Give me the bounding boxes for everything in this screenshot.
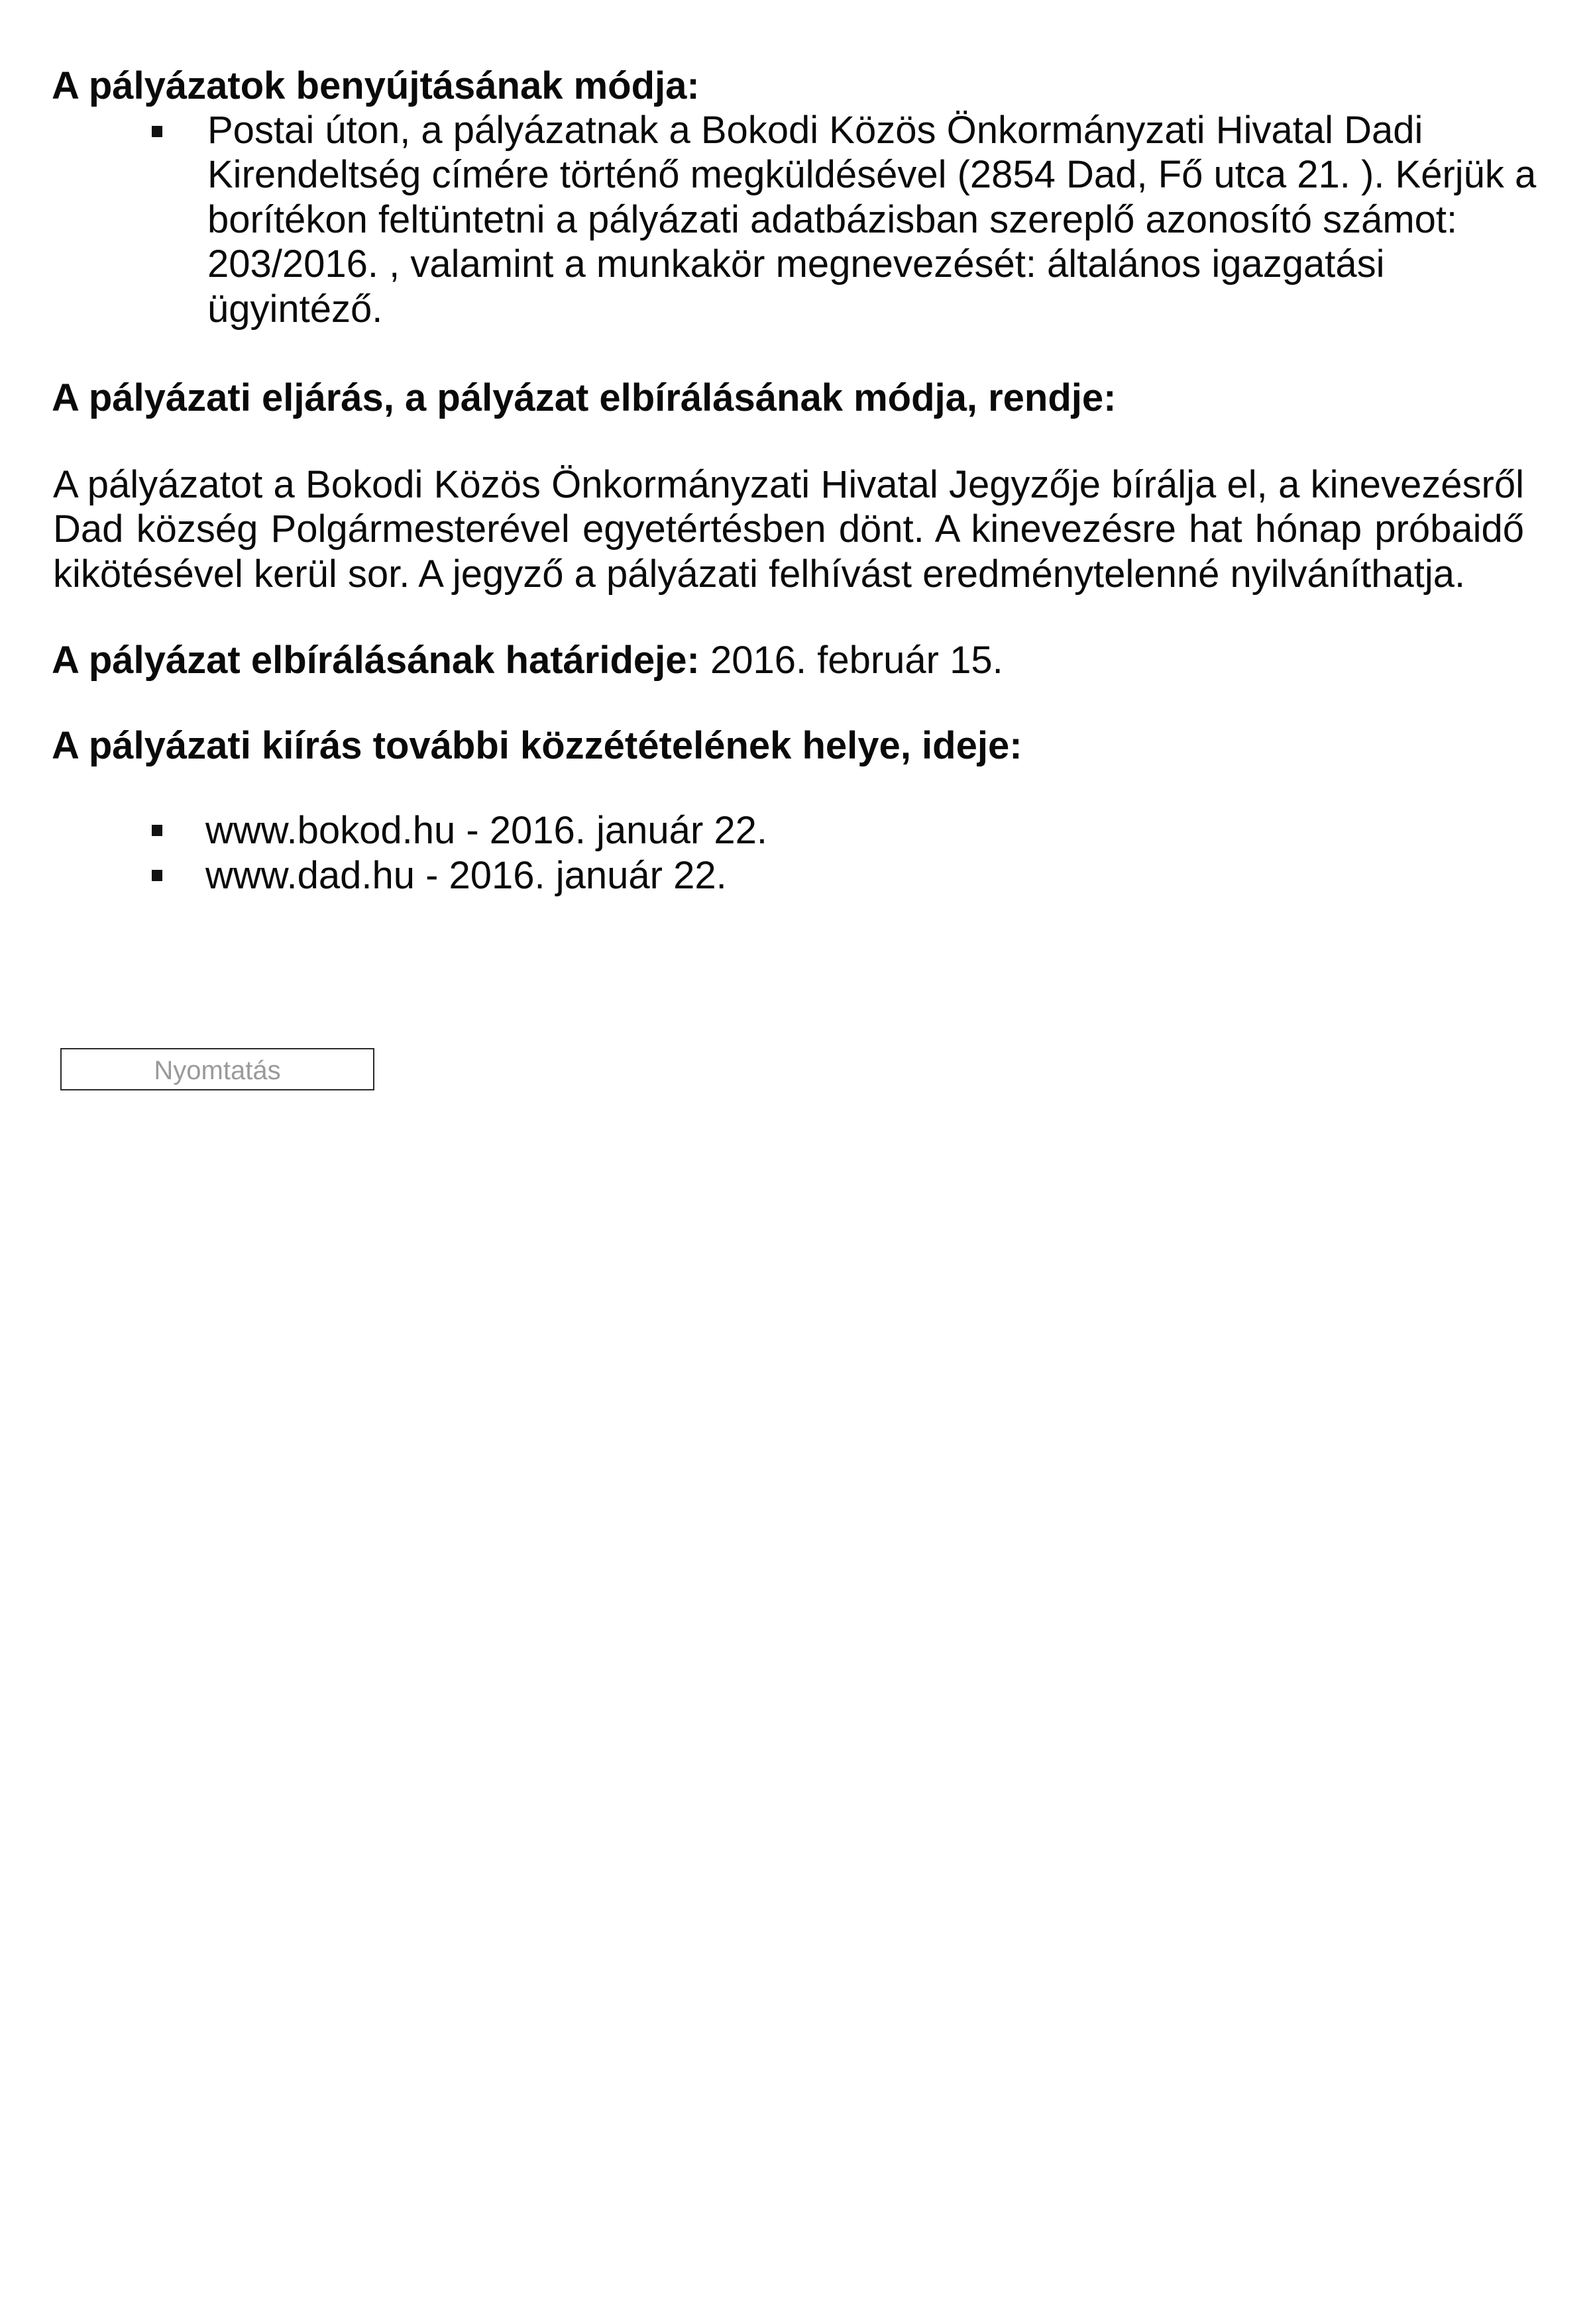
deadline-value: 2016. február 15. (699, 639, 1003, 682)
procedure-heading: A pályázati eljárás, a pályázat elbírálásának módja, rendje: (52, 376, 1117, 419)
print-button[interactable]: Nyomtatás (60, 1048, 374, 1090)
submission-bullet-line: 203/2016. , valamint a munkakör megnevezését: általános igazgatási (207, 242, 1385, 286)
procedure-paragraph-line: kikötésével kerül sor. A jegyző a pályázati felhívást eredménytelenné nyilváníthatja. (53, 553, 1466, 596)
submission-bullet-line: Postai úton, a pályázatnak a Bokodi Közös Önkormányzati Hivatal Dadi (207, 109, 1423, 152)
submission-bullet-line: ügyintéző. (207, 288, 383, 331)
publication-item: www.dad.hu - 2016. január 22. (205, 854, 727, 897)
submission-bullet-line: Kirendeltség címére történő megküldésével (2854 Dad, Fő utca 21. ). Kérjük a (207, 153, 1537, 196)
deadline-line (52, 638, 1003, 682)
bullet-icon (152, 870, 162, 881)
bullet-icon (152, 126, 162, 137)
bullet-icon (152, 825, 162, 836)
submission-heading: A pályázatok benyújtásának módja: (52, 64, 700, 107)
submission-bullet-line: borítékon feltüntetni a pályázati adatbázisban szereplő azonosító számot: (207, 198, 1458, 241)
publication-heading: A pályázati kiírás további közzétételének helye, ideje: (52, 724, 1022, 767)
publication-item: www.bokod.hu - 2016. január 22. (205, 809, 767, 852)
deadline-label: A pályázat elbírálásának határideje: (52, 639, 700, 682)
procedure-paragraph-line: Dad község Polgármesterével egyetértésben dönt. A kinevezésre hat hónap próbaidő (53, 507, 1524, 551)
procedure-paragraph-line: A pályázatot a Bokodi Közös Önkormányzati Hivatal Jegyzője bírálja el, a kinevezésről (53, 463, 1524, 506)
